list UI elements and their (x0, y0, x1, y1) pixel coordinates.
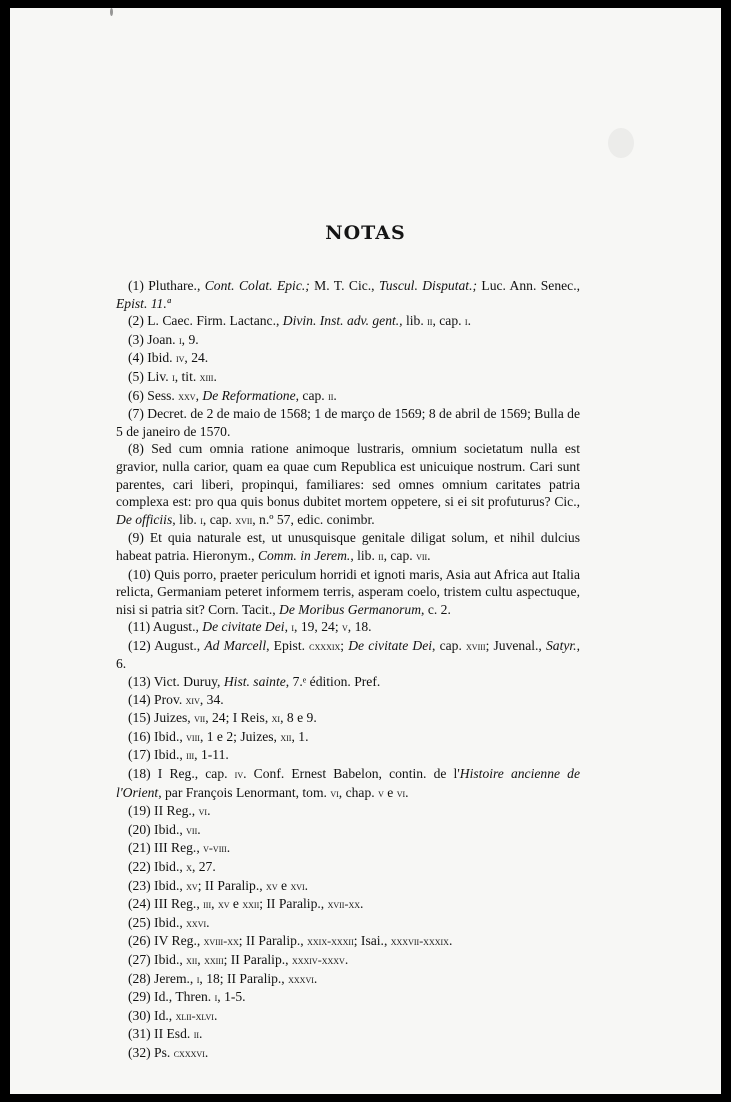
footnote-text: Comm. in Jerem. (257, 547, 351, 563)
footnote-number: (4) (128, 350, 144, 366)
footnote-text: Id., Thren. (150, 989, 215, 1005)
footnote-text: e (229, 896, 243, 912)
footnote-text: . (226, 840, 231, 856)
notes-list (116, 277, 580, 1063)
footnote (116, 970, 580, 989)
footnote-number: (26) (128, 933, 151, 949)
footnote-text: Pluthare., (143, 278, 205, 293)
footnote-text: Ibid., (150, 951, 187, 967)
footnote-text: Quis porro, praeter periculum horridi et ignoti maris, Asia aut Africa aut Italia relicta, Germaniam peteret informem terris, asperam coelo, tristem cultu aspectuque, nisi si patria sit? Corn. Tacit., (116, 566, 580, 617)
footnote-text: Ibid. (143, 350, 176, 366)
page-title: NOTAS (325, 222, 406, 244)
footnote-text: vii (416, 548, 428, 563)
footnote (116, 1025, 580, 1044)
footnote-text: IV Reg., (150, 933, 204, 949)
footnote-number: (19) (128, 803, 151, 819)
footnote-text: , 27. (191, 859, 216, 874)
footnote-text: v (378, 785, 384, 800)
footnote-text: , par François Lenormant, tom. (158, 784, 331, 800)
footnote (116, 673, 580, 691)
footnote-text: , 1-5. (217, 989, 246, 1005)
footnote-text: , chap. (338, 784, 379, 800)
footnote-text: Liv. (143, 368, 173, 384)
footnote-text: Ibid., (150, 821, 187, 837)
footnote-text: , cap. (432, 637, 467, 653)
footnote-text: iv (175, 351, 185, 366)
footnote-text: , Epist. (266, 637, 310, 653)
footnote-text: Sess. (143, 387, 179, 403)
footnote-text: . (206, 914, 210, 930)
footnote-text: , 18. (347, 619, 372, 635)
footnote-number: (24) (128, 896, 151, 912)
footnote-text: L. Caec. Firm. Lactanc., (143, 313, 283, 329)
footnote-text: Cont. Colat. Epic.; (204, 278, 310, 293)
footnote-number: (3) (128, 331, 144, 347)
paper-speck (608, 128, 634, 158)
footnote (116, 858, 580, 877)
footnote (116, 405, 580, 440)
footnote-text: . (313, 970, 318, 986)
footnote-number: (17) (128, 747, 151, 763)
footnote-text: . (304, 877, 309, 893)
footnote-text: iv (234, 767, 244, 782)
footnote-text: , tit. (174, 368, 200, 384)
footnote-number: (11) (128, 619, 151, 635)
footnote (116, 637, 580, 673)
footnote-text: xviii (466, 638, 486, 653)
footnote-text: Sed cum omnia ratione animoque lustraris, omnium societatum nulla est gravior, nulla carior, quam ea quae cum Republica est unicuique nostrum. Cari sunt parentes, cari liberi, propinqui, familiares: sed omnes omnium caritates patria complexa est: pro qua quis bonus dubitet mortem oppetere, si ei sit profuturus? Cic., (116, 441, 580, 510)
footnote-number: (7) (128, 406, 144, 422)
footnote-text: x (186, 860, 192, 874)
footnote-text: xii (186, 952, 198, 967)
footnote-text: , lib. (350, 547, 379, 563)
footnote-text: . (207, 803, 211, 819)
footnote-text: Satyr. (545, 637, 577, 653)
footnote (116, 566, 580, 619)
footnote-number: (21) (128, 840, 151, 856)
footnote-number: (1) (128, 278, 144, 293)
footnote-number: (2) (128, 313, 144, 329)
footnote-number: (13) (128, 674, 151, 690)
footnote-text: Vict. Duruy, (150, 674, 224, 690)
footnote-text: ; Juvenal., (485, 637, 546, 653)
footnote-text: Ibid., (150, 747, 187, 763)
footnote-text: II Reg., (150, 803, 199, 819)
footnote-text: , n.º 57, edic. conimbr. (252, 511, 375, 527)
footnote-text: vi (198, 804, 208, 819)
footnote-number: (15) (128, 710, 151, 726)
footnote (116, 709, 580, 728)
footnote-text: xxii (242, 897, 260, 912)
footnote-text: xviii-xx (203, 934, 239, 949)
footnote-text: xvi (290, 878, 305, 893)
footnote (116, 277, 580, 312)
footnote-text: i (178, 332, 182, 347)
footnote-text: Histoire ancienne de l'Orient (116, 766, 580, 800)
footnote (116, 746, 580, 765)
footnote-text: , c. 2. (421, 601, 451, 617)
footnote (116, 932, 580, 951)
footnote-text: . (360, 896, 364, 912)
footnote-number: (16) (128, 728, 151, 744)
footnote-text: Joan. (143, 331, 179, 347)
footnote-text: , 34. (199, 691, 224, 707)
footnote-text: August., (150, 619, 203, 635)
footnote-text: , 1-11. (194, 747, 229, 763)
footnote-text: iii (186, 748, 195, 763)
footnote (116, 349, 580, 368)
footnote-number: (20) (128, 821, 151, 837)
footnote-number: (8) (128, 441, 144, 457)
footnote (116, 728, 580, 747)
footnote-text: Ibid., (150, 914, 187, 930)
footnote-number: (25) (128, 914, 151, 930)
footnote-text: xi (271, 711, 281, 726)
footnote-text: II Esd. (150, 1026, 194, 1042)
footnote-number: (5) (128, 368, 144, 384)
footnote-text: , (197, 951, 205, 967)
footnote-text: . (333, 387, 337, 403)
footnote-text: xv (217, 897, 230, 912)
footnote-text: v (342, 620, 348, 635)
footnote-text: , cap. (295, 387, 329, 403)
footnote (116, 802, 580, 821)
footnote-text: i (464, 314, 468, 329)
footnote-text: xxix-xxxii (307, 934, 354, 949)
footnote-text: vii (186, 822, 198, 837)
footnote-text: cxxxix (309, 638, 341, 653)
footnote-text: xlii-xlvi (175, 1008, 214, 1023)
footnote (116, 1007, 580, 1026)
footnote-number: (28) (128, 970, 151, 986)
footnote-text: . (197, 821, 201, 837)
footnote-number: (10) (128, 566, 151, 582)
footnote-text: , 24; I Reis, (205, 710, 272, 726)
footnote-text: xv (266, 878, 278, 893)
footnote-text: De civitate Dei (348, 637, 433, 653)
footnote (116, 877, 580, 896)
footnote-text: III Reg., (150, 840, 204, 856)
footnote-number: (31) (128, 1026, 151, 1042)
footnote-text: Prov. (150, 691, 186, 707)
footnote (116, 914, 580, 933)
footnote (116, 368, 580, 387)
footnote-number: (12) (128, 637, 151, 653)
footnote (116, 312, 580, 331)
footnote-text: ; (340, 637, 349, 653)
footnote-text: i (291, 620, 295, 635)
footnote (116, 618, 580, 637)
footnote-text: xxv (178, 388, 196, 403)
footnote-text: Id., (150, 1007, 176, 1023)
footnote (116, 839, 580, 858)
footnote-text: , 24. (184, 350, 209, 366)
footnote-text: . Conf. Ernest Babelon, contin. de l' (243, 766, 460, 782)
footnote-text: xxvi (186, 915, 207, 930)
footnote-number: (29) (128, 989, 151, 1005)
footnote-text: , 6. (116, 637, 580, 672)
footnote-text: . (213, 368, 217, 384)
footnote-text: iii (203, 897, 212, 912)
footnote (116, 895, 580, 914)
footnote (116, 440, 580, 529)
footnote-text: De Moribus Germanorum (279, 601, 422, 617)
footnote (116, 529, 580, 565)
footnote-text: ii (427, 314, 433, 329)
footnote-text: i (200, 512, 203, 527)
footnote-number: (30) (128, 1007, 151, 1023)
footnote-text: Hist. sainte (223, 674, 286, 690)
footnote-text: , 9. (181, 331, 199, 347)
footnote-text: ; Isai., (353, 933, 391, 949)
footnote-text: ii (193, 1027, 200, 1042)
footnote-text: Jerem., (150, 970, 197, 986)
footnote-text: , 18; II Paralip., (199, 970, 289, 986)
footnote-text: xxxiv-xxxv (291, 952, 345, 967)
footnote-text: Juizes, (150, 710, 195, 726)
footnote-text: . (448, 933, 453, 949)
footnote-text: Decret. de 2 de maio de 1568; 1 de março de 1569; 8 de abril de 1569; Bulla de 5 de janeiro de 1570. (116, 406, 580, 439)
footnote-number: (14) (128, 691, 151, 707)
footnote-number: (23) (128, 877, 151, 893)
footnote-text: III Reg., (150, 896, 204, 912)
footnote-text: I Reg., cap. (150, 766, 235, 782)
footnote-text: xvii (235, 512, 253, 527)
footnote-text: , cap. (432, 313, 465, 329)
footnote-text: August., (150, 637, 205, 653)
footnote-text: . (427, 547, 431, 563)
footnote-text: Ps. (150, 1044, 174, 1060)
footnote-text: M. T. Cic., (309, 278, 379, 293)
footnote-text: xvii-xx (327, 897, 360, 912)
footnote-text: . (204, 1044, 209, 1060)
footnote-text: viii (186, 729, 200, 744)
footnote-text: Epist. 11.ª (116, 295, 171, 311)
footnote-text: vii (194, 711, 206, 726)
footnote-text: . (405, 784, 409, 800)
footnote-text: xiii (199, 369, 214, 384)
footnote-text: , cap. (202, 511, 236, 527)
footnote-text: ; II Paralip., (238, 933, 308, 949)
footnote-text: e (277, 877, 291, 893)
footnote-text: Ibid., (150, 859, 187, 874)
footnote-text: , (284, 619, 292, 635)
footnote (116, 1044, 580, 1063)
footnote-number: (9) (128, 530, 144, 546)
footnote (116, 988, 580, 1007)
footnote-text: ii (328, 388, 334, 403)
footnote-text: Tuscul. Disputat.; (378, 278, 477, 293)
footnote-text: , cap. (383, 547, 417, 563)
footnote-text: lib. (402, 313, 428, 329)
footnote (116, 331, 580, 350)
footnote-text: vi (396, 785, 406, 800)
footnote-text: , lib. (172, 511, 201, 527)
footnote-text: v-viii (203, 841, 227, 856)
footnote-text: . (344, 951, 349, 967)
footnote (116, 765, 580, 802)
footnote-text: cxxxvi (173, 1045, 205, 1060)
footnote-number: (18) (128, 766, 151, 782)
footnote-text: De officiis (116, 511, 173, 527)
footnote-text: Luc. Ann. Senec., (477, 278, 580, 293)
footnote-text: Et quia naturale est, ut unusquisque genitale diligat solum, et nihil dulcius habeat patria. Hieronym., (116, 530, 580, 563)
footnote-text: xxxvi (288, 971, 314, 986)
footnote-text: , (195, 387, 203, 403)
footnote-text: vi (330, 785, 339, 800)
footnote-text: ; II Paralip., (197, 877, 267, 893)
footnote-text: De Reformatione (202, 387, 296, 403)
footnote-text: Ibid., (150, 728, 187, 744)
footnote-number: (27) (128, 951, 151, 967)
footnote-number: (32) (128, 1044, 151, 1060)
footnote-text: ii (378, 548, 384, 563)
footnote-text: , 19, 24; (294, 619, 342, 635)
footnote-text: ; II Paralip., (259, 896, 328, 912)
footnote-text: , 1. (291, 728, 309, 744)
paper-speck (110, 8, 113, 16)
footnote-text: e (383, 784, 397, 800)
footnote-text: Divin. Inst. adv. gent., (282, 313, 403, 329)
footnote-text: xii (280, 729, 292, 744)
footnote-text: , 7.ᵉ édition. Pref. (285, 674, 381, 690)
footnote-text: , 1 e 2; Juizes, (199, 728, 281, 744)
footnote-text: Ad Marcell (204, 637, 267, 653)
footnote-text: i (196, 971, 200, 986)
footnote (116, 951, 580, 970)
footnote-text: . (199, 1026, 203, 1042)
book-page (10, 8, 721, 1094)
footnote-text: xv (186, 878, 198, 893)
footnote-text: i (214, 990, 218, 1005)
footnote-text: . (213, 1007, 218, 1023)
footnote-number: (22) (128, 859, 151, 874)
footnote (116, 387, 580, 406)
footnote-number: (6) (128, 387, 144, 403)
footnote-text: , (211, 896, 218, 912)
footnote-text: . (467, 313, 471, 329)
footnote-text: , 8 e 9. (280, 710, 317, 726)
footnote-text: xiv (185, 692, 200, 707)
footnote (116, 821, 580, 840)
footnote-text: i (172, 369, 175, 384)
footnote-text: De civitate Dei (202, 619, 285, 635)
footnote-text: ; II Paralip., (223, 951, 292, 967)
footnote-text: xxxvii-xxxix (390, 934, 449, 949)
footnote-text: Ibid., (150, 877, 187, 893)
footnote (116, 691, 580, 710)
footnote-text: xxiii (204, 952, 224, 967)
